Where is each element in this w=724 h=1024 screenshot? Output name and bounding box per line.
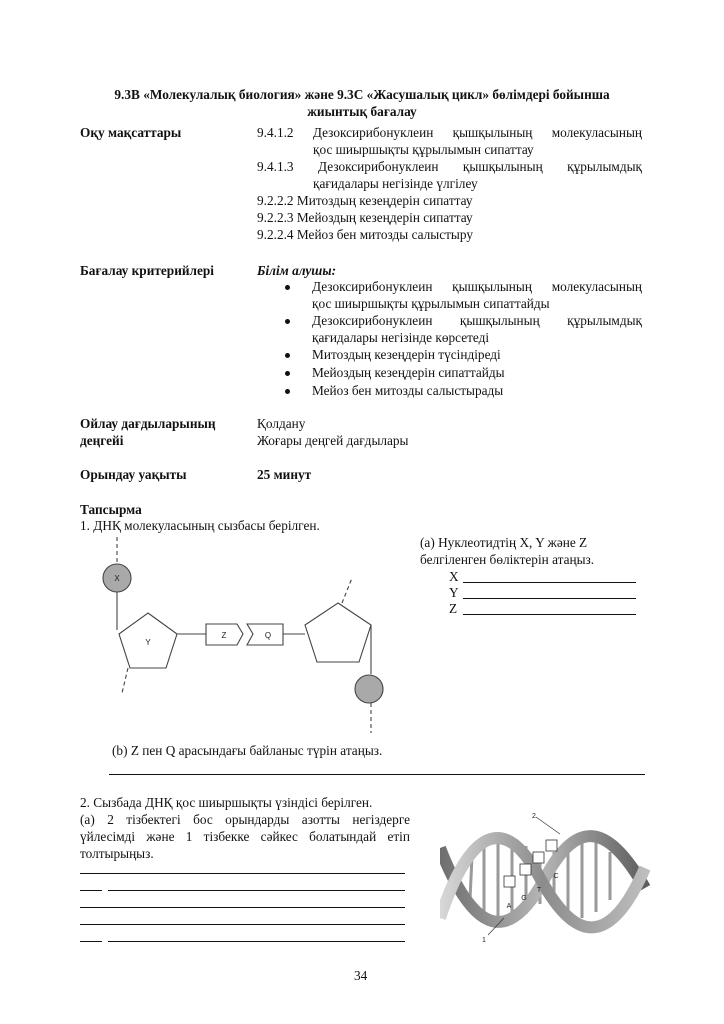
objective-line: 9.4.1.3 Дезоксирибонуклеин қышқылының құрылымдық	[257, 159, 642, 174]
page-number: 34	[354, 968, 368, 983]
thinking-label: деңгейі	[80, 433, 124, 448]
question-2a: (а) 2 тізбектегі бос орындарды азотты негіздерге	[80, 812, 410, 827]
question-1a: белгіленген бөліктерін атаңыз.	[420, 552, 595, 567]
criteria-line: Дезоксирибонуклеин қышқылының құрылымдық	[312, 313, 642, 328]
answer-label-x: X	[449, 569, 459, 584]
criteria-line: Дезоксирибонуклеин қышқылының молекуласының	[312, 279, 642, 294]
answer-line-2[interactable]	[80, 873, 405, 874]
helix-label-a: A	[506, 903, 512, 910]
diagram-label-z: Z	[221, 631, 227, 640]
answer-label-z: Z	[449, 601, 458, 616]
criteria-line: Митоздың кезеңдерін түсіндіреді	[312, 347, 501, 362]
diagram-label-x: X	[114, 574, 120, 583]
objective-line: қос шиыршықты құрылымын сипаттау	[313, 142, 534, 157]
objective-line: 9.4.1.2 Дезоксирибонуклеин қышқылының молекуласының	[257, 125, 642, 140]
answer-line-2[interactable]	[80, 907, 405, 908]
helix-label-g: G	[521, 895, 527, 902]
dna-double-helix-image	[440, 808, 650, 948]
criteria-line: қос шиыршықты құрылымын сипаттайды	[312, 296, 550, 311]
answer-line-2[interactable]	[80, 890, 102, 891]
time-label: Орындау уақыты	[80, 467, 187, 482]
answer-line-2[interactable]	[108, 890, 405, 891]
question-1a: (а) Нуклеотидтің X, Y және Z	[420, 535, 588, 550]
objective-line: 9.2.2.4 Мейоз бен митозды салыстыру	[257, 227, 473, 242]
question-1: 1. ДНҚ молекуласының сызбасы берілген.	[80, 518, 320, 533]
thinking-value: Қолдану	[257, 416, 306, 431]
helix-label-c: C	[553, 873, 559, 880]
objective-line: қағидалары негізінде үлгілеу	[313, 176, 478, 191]
criteria-line: қағидалары негізінде көрсетеді	[312, 330, 490, 345]
task-heading: Тапсырма	[80, 502, 142, 517]
answer-line-2[interactable]	[80, 924, 405, 925]
strand-label-2: 2	[532, 813, 536, 820]
title-line-1: 9.3В «Молекулалық биология» және 9.3С «Жасушалық цикл» бөлімдері бойынша	[114, 87, 610, 102]
thinking-value: Жоғары деңгей дағдылары	[257, 433, 409, 448]
strand-label-1: 1	[482, 937, 486, 944]
criteria-intro: Білім алушы:	[257, 263, 337, 278]
answer-label-y: Y	[449, 585, 459, 600]
diagram-label-y: Y	[145, 638, 151, 647]
time-value: 25 минут	[257, 467, 312, 482]
objective-line: 9.2.2.3 Мейоздың кезеңдерін сипаттау	[257, 210, 473, 225]
objective-line: 9.2.2.2 Митоздың кезеңдерін сипаттау	[257, 193, 473, 208]
answer-line-2[interactable]	[108, 941, 405, 942]
question-2: 2. Сызбада ДНҚ қос шиыршықты үзіндісі берілген.	[80, 795, 373, 810]
answer-line-1b[interactable]	[109, 774, 645, 775]
question-2a: үйлесімді және 1 тізбекке сәйкес болатындай етіп	[80, 829, 410, 844]
question-1b: (b) Z пен Q арасындағы байланыс түрін атаңыз.	[112, 743, 383, 758]
helix-label-t: T	[536, 887, 542, 894]
objectives-label: Оқу мақсаттары	[80, 125, 182, 140]
title-line-2: жиынтық бағалау	[307, 104, 417, 119]
criteria-line: Мейоздың кезеңдерін сипаттайды	[312, 365, 505, 380]
criteria-line: Мейоз бен митозды салыстырады	[312, 383, 504, 398]
thinking-label: Ойлау дағдыларының	[80, 416, 216, 431]
question-2a: толтырыңыз.	[80, 846, 154, 861]
answer-line-2[interactable]	[80, 941, 102, 942]
diagram-label-q: Q	[264, 631, 272, 640]
criteria-label: Бағалау критерийлері	[80, 263, 214, 278]
